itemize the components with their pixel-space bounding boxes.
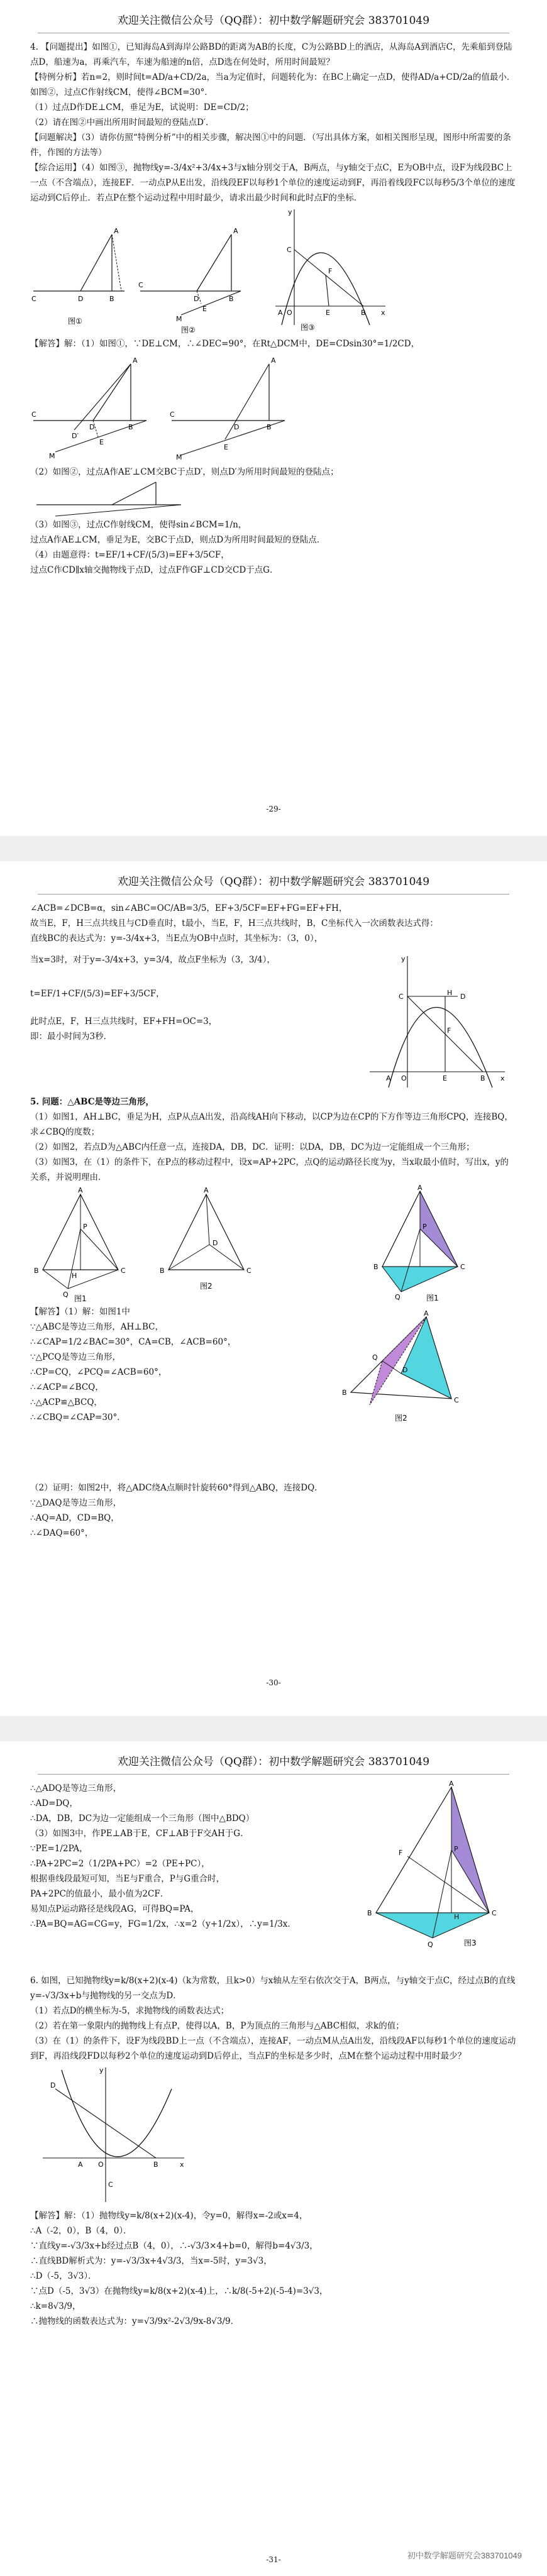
ans-3: （3）如图③，过点C作射线CM，使得sin∠BCM=1/n， bbox=[30, 520, 247, 530]
q5-a1: 【解答】（1）解：如图1中 bbox=[30, 1307, 130, 1317]
q5-figure-1 bbox=[30, 1185, 143, 1301]
q5-fig2c-label: 图2 bbox=[395, 1414, 407, 1423]
svg-text:M: M bbox=[49, 452, 55, 460]
page-gap bbox=[0, 1716, 547, 1741]
q6-c7: ∴k=8√3/9， bbox=[30, 2301, 81, 2311]
p2-line-4: 当x=3时，对于y=-3/4x+3，y=3/4，故点F坐标为（3，3/4）， bbox=[30, 955, 275, 965]
q6-part-1: （1）若点D的横坐标为-5，求抛物线的函数表达式； bbox=[30, 2006, 229, 2016]
q5-figures bbox=[30, 1185, 517, 1304]
q5-fig2-label: 图2 bbox=[200, 1282, 213, 1291]
svg-text:H: H bbox=[72, 1272, 77, 1280]
svg-text:C: C bbox=[399, 993, 404, 1001]
svg-text:D: D bbox=[194, 295, 199, 303]
q6-c1: 【解答】解：（1）抛物线y=k/8(x+2)(x-4)，令y=0，解得x=-2或x=4， bbox=[30, 2211, 308, 2221]
q6-figure bbox=[36, 2064, 187, 2205]
svg-text:F: F bbox=[447, 1027, 451, 1035]
svg-text:B: B bbox=[34, 1267, 39, 1275]
svg-text:C: C bbox=[460, 1263, 465, 1271]
q6-c2: ∴A（-2，0），B（4，0）． bbox=[30, 2226, 132, 2236]
svg-text:O: O bbox=[287, 309, 292, 317]
svg-text:x: x bbox=[500, 1074, 505, 1082]
svg-text:D′: D′ bbox=[72, 432, 79, 440]
p2-line-3: 直线BC的表达式为：y=-3/4x+3，当E点为OB中点时，其坐标为：（3，0）， bbox=[30, 933, 323, 944]
svg-text:Q: Q bbox=[428, 1940, 433, 1949]
svg-text:C: C bbox=[31, 410, 36, 419]
svg-text:D: D bbox=[460, 993, 466, 1001]
svg-text:A: A bbox=[424, 1309, 429, 1318]
svg-text:C: C bbox=[287, 246, 292, 254]
svg-text:M: M bbox=[176, 453, 182, 461]
svg-text:Q: Q bbox=[372, 1353, 378, 1362]
q5-a10: ∵△DAQ是等边三角形， bbox=[30, 1498, 122, 1508]
page-number: -30- bbox=[266, 1678, 281, 1687]
q4-special: 【特例分析】若n=2，则时间t=AD/a+CD/2a，当a为定值时，问题转化为：在BC上确定一点D，使得AD/a+CD/2a的值最小．如图②，过点C作射线CM，使得∠BCM=30°． bbox=[30, 72, 516, 97]
svg-text:B: B bbox=[267, 423, 272, 431]
fig3-label: 图③ bbox=[301, 323, 315, 332]
q6-part-3: （3）在（1）的条件下，设F为线段BD上一点（不含端点），连接AF，一动点M从点A出发，沿线段AF以每秒1个单位的速度运动到F，再沿线段FD以每秒2个单位的速度运动到D后停止，当点F的坐标是多少时，点M在整个运动过程中用时最少？ bbox=[30, 2036, 516, 2061]
q4-step1: （1）过点D作DE⊥CM，垂足为E，试说明：DE=CD/2； bbox=[30, 102, 254, 113]
svg-text:C: C bbox=[170, 410, 175, 419]
figure-1 bbox=[30, 209, 137, 329]
svg-text:Q: Q bbox=[395, 1293, 401, 1301]
svg-text:D: D bbox=[402, 1366, 408, 1374]
svg-text:D: D bbox=[78, 295, 84, 303]
svg-text:C: C bbox=[246, 1267, 251, 1275]
q5-a6: ∴∠ACP=∠BCQ， bbox=[30, 1382, 104, 1392]
q5-figure-2 bbox=[156, 1185, 269, 1301]
p3-b6: ∴PA+2PC=2（1/2PA+PC）=2（PE+PC）， bbox=[30, 1859, 210, 1869]
page-number: -31- bbox=[266, 2555, 281, 2564]
page-2-body bbox=[0, 894, 547, 1541]
svg-text:A: A bbox=[271, 356, 276, 365]
q5-figure-1-colored bbox=[357, 1185, 483, 1304]
svg-text:D: D bbox=[213, 1239, 218, 1247]
svg-text:B: B bbox=[361, 309, 366, 317]
p3-b1: ∴△ADQ是等边三角形， bbox=[30, 1783, 122, 1793]
svg-text:P: P bbox=[83, 1223, 87, 1231]
svg-text:A: A bbox=[233, 227, 238, 235]
svg-text:B: B bbox=[153, 2160, 158, 2169]
svg-text:y: y bbox=[288, 208, 292, 216]
svg-text:F: F bbox=[328, 267, 333, 275]
page-2 bbox=[0, 861, 547, 1716]
svg-text:A: A bbox=[78, 1186, 83, 1194]
p3-block bbox=[30, 1781, 517, 1969]
svg-text:E: E bbox=[443, 1074, 447, 1082]
figure-3 bbox=[263, 206, 389, 331]
page-header: 欢迎关注微信公众号（QQ群）：初中数学解题研究会 383701049 bbox=[38, 861, 509, 894]
q6-c8: ∴抛物线的函数表达式为：y=√3/9x²-2√3/9x-8√3/9． bbox=[30, 2316, 240, 2326]
p3-figure-3 bbox=[357, 1781, 508, 1969]
p2-parabola-figure bbox=[357, 952, 508, 1091]
q6-figure-row bbox=[30, 2064, 517, 2208]
p3-b5: ∵PE=1/2PA， bbox=[30, 1844, 88, 1854]
svg-text:F: F bbox=[399, 1849, 403, 1857]
ans-4b: 过点C作CD∥x轴交抛物线于点D，过点F作GF⊥CD交CD于点G． bbox=[30, 565, 279, 575]
q5-a8: ∴∠CBQ=∠CAP=30°． bbox=[30, 1412, 126, 1423]
q4-intro: 4. 【问题提出】如图①，已知海岛A到海岸公路BD的距离为AB的长度，C为公路BD上的酒店，从海岛A到酒店C，先乘船到登陆点D，船速为a，再乘汽车，车速为船速的n倍，点D选在何处时，所用时间最短？ bbox=[30, 42, 512, 67]
svg-text:A: A bbox=[114, 227, 119, 235]
svg-text:C: C bbox=[492, 1909, 497, 1917]
svg-text:H: H bbox=[454, 1913, 460, 1921]
p2-line-5: t=EF/1+CF/(5/3)=EF+3/5CF， bbox=[30, 989, 165, 999]
svg-text:Q: Q bbox=[63, 1291, 69, 1299]
ans-2: （2）如图②，过点A作AE′⊥CM交BC于点D′，则点D′为所用时间最短的登陆点； bbox=[30, 467, 339, 477]
svg-text:E: E bbox=[326, 309, 330, 317]
svg-text:B: B bbox=[480, 1074, 485, 1082]
svg-text:A: A bbox=[386, 1074, 391, 1082]
svg-text:P: P bbox=[454, 1845, 458, 1853]
page-3-body bbox=[0, 1775, 547, 2329]
svg-text:A: A bbox=[449, 1780, 454, 1788]
p2-line-1: ∠ACB=∠DCB=α，sin∠ABC=OC/AB=3/5，EF+3/5CF=EF+FG=EF+FH， bbox=[30, 903, 348, 913]
q5-part-2: （2）如图2，若点D为△ABC内任意一点，连接DA，DB，DC．证明：以DA，DB，DC为边一定能组成一个三角形； bbox=[30, 1142, 475, 1152]
p3-fig3-label: 图3 bbox=[464, 1939, 477, 1947]
svg-text:O: O bbox=[98, 2160, 104, 2169]
fig2-label: 图② bbox=[181, 326, 196, 334]
page-gap bbox=[0, 836, 547, 861]
q6-c3: ∵直线y=-√3/3x+b经过点B（4，0），∴-√3/3×4+b=0，解得b=4√3/3， bbox=[30, 2241, 318, 2251]
p3-b4: （3）如图3中，作PE⊥AB于E，CF⊥AB于F交AH于G． bbox=[30, 1829, 249, 1839]
svg-text:B: B bbox=[367, 1909, 372, 1917]
q5-a4: ∵△PCQ是等边三角形， bbox=[30, 1352, 121, 1362]
svg-text:B: B bbox=[128, 423, 133, 431]
page-1-body bbox=[0, 33, 547, 578]
svg-text:C: C bbox=[31, 295, 36, 303]
svg-text:C: C bbox=[138, 281, 143, 289]
q4-apply: 【综合运用】（4）如图③，抛物线y=-3/4x²+3/4x+3与x轴分别交于A，B两点，与y轴交于点C，E为OB中点，设F为线段BC上一点（不含端点），连接EF．一动点P从E出发，沿线段EF以每秒1个单位的速度运动到F，再沿着线段FC以每秒5/3个单位的速度运动到C后停止．若点P在整个运动过程中用时最少，请求出最少时间和此时点F的坐标． bbox=[30, 163, 516, 203]
svg-text:x: x bbox=[180, 2160, 184, 2169]
q6-c6: ∵点D（-5，3√3）在抛物线y=k/8(x+2)(x-4)上，∴k/8(-5+2)(-5-4)=3√3， bbox=[30, 2286, 328, 2296]
svg-text:C: C bbox=[454, 1396, 459, 1404]
p2-line-7: 即：最小时间为3秒． bbox=[30, 1032, 113, 1042]
q5-a3: ∴∠CAP=1/2∠BAC=30°，CA=CB，∠ACB=60°， bbox=[30, 1337, 236, 1347]
p3-b10: ∴PA=BQ=AG=CG=y，FG=1/2x，∴x=2（y+1/2x），∴y=1/3x． bbox=[30, 1919, 296, 1929]
svg-text:E: E bbox=[99, 438, 104, 446]
page-1 bbox=[0, 0, 547, 836]
q6-c4: ∴直线BD解析式为：y=-√3/3x+4√3/3，当x=-5时，y=3√3， bbox=[30, 2256, 272, 2266]
svg-text:B: B bbox=[342, 1389, 347, 1397]
ans-1: 【解答】解：（1）如图①，∵DE⊥CM，∴∠DEC=90°，在Rt△DCM中，DE=CDsin30°=1/2CD， bbox=[30, 339, 420, 349]
p3-b2: ∴AD=DQ， bbox=[30, 1798, 78, 1808]
q6-head: 6. 如图，已知抛物线y=k/8(x+2)(x-4)（k为常数，且k>0）与x轴从左至右依次交于A，B两点，与y轴交于点C，经过点B的直线y=-√3/3x+b与抛物线的另一交点为D． bbox=[30, 1976, 516, 2001]
svg-text:P: P bbox=[423, 1223, 427, 1231]
svg-text:M: M bbox=[176, 315, 182, 323]
svg-text:D: D bbox=[50, 2081, 56, 2089]
q5-a2: ∵△ABC是等边三角形，AH⊥BC， bbox=[30, 1322, 163, 1332]
page-number: -29- bbox=[266, 805, 281, 813]
svg-text:E: E bbox=[202, 305, 207, 313]
q5-a9: （2）证明：如图2中，将△ADC绕A点顺时针旋转60°得到△ABQ，连接DQ． bbox=[30, 1483, 323, 1493]
page-header: 欢迎关注微信公众号（QQ群）：初中数学解题研究会 383701049 bbox=[38, 0, 509, 33]
q5-head: 5. 问题：△ABC是等边三角形， bbox=[30, 1097, 155, 1107]
q5-a7: ∴△ACP≌△BCQ， bbox=[30, 1397, 102, 1407]
svg-text:B: B bbox=[229, 295, 234, 303]
watermark: 初中数学解题研究会383701049 bbox=[407, 2551, 522, 2560]
page-header: 欢迎关注微信公众号（QQ群）：初中数学解题研究会 383701049 bbox=[38, 1741, 509, 1775]
svg-text:C: C bbox=[121, 1267, 126, 1275]
q5-part-3: （3）如图3，在（1）的条件下，在P点的移动过程中，设x=AP+2PC，点Q的运动路径长度为y，当x取最小值时，写出x，y的关系，并说明理由． bbox=[30, 1157, 509, 1182]
answer-figures bbox=[30, 351, 517, 465]
answer-figure-row-2 bbox=[30, 480, 517, 517]
page-3 bbox=[0, 1741, 547, 2576]
q5-answer-block bbox=[30, 1304, 517, 1480]
q4-step2: （2）请在图②中画出所用时间最短的登陆点D′． bbox=[30, 118, 214, 128]
fig1-label: 图① bbox=[68, 317, 82, 326]
answer-figure-3 bbox=[169, 351, 294, 461]
svg-text:A: A bbox=[133, 356, 138, 365]
svg-text:B: B bbox=[160, 1267, 165, 1275]
svg-text:A: A bbox=[278, 309, 283, 317]
svg-text:y: y bbox=[99, 2066, 104, 2074]
svg-text:A: A bbox=[417, 1184, 423, 1192]
q5-a12: ∴∠DAQ=60°， bbox=[30, 1528, 94, 1538]
q6-part-2: （2）若在第一象限内的抛物线上有点P，使得以A，B，P为顶点的三角形与△ABC相似，求k的值； bbox=[30, 2021, 404, 2031]
q5-part-1: （1）如图1，AH⊥BC，垂足为H，点P从点A出发，沿高线AH向下移动，以CP为边在CP的下方作等边三角形CPQ，连接BQ，求∠CBQ的度数； bbox=[30, 1112, 513, 1137]
svg-text:y: y bbox=[401, 955, 406, 963]
q5-fig1c-label: 图1 bbox=[426, 1294, 439, 1302]
svg-text:B: B bbox=[109, 295, 114, 303]
svg-text:H: H bbox=[447, 989, 453, 997]
p2-block bbox=[30, 952, 517, 1091]
p3-b7: 根据垂线段最短可知，当E与F重合，P与G重合时， bbox=[30, 1874, 225, 1884]
p3-b3: ∴DA，DB，DC为边一定能组成一个三角形（图中△BDQ） bbox=[30, 1814, 255, 1824]
svg-text:A: A bbox=[204, 1186, 209, 1194]
figure-2 bbox=[137, 209, 250, 334]
p2-line-2: 故当E，F，H三点共线且与CD垂直时，t最小，当E，F，H三点共线时，B，C坐标代入一次函数表达式得： bbox=[30, 918, 438, 928]
answer-figure-2 bbox=[30, 351, 156, 461]
p2-line-6: 此时点E，F，H三点共线时，EF+FH=OC=3， bbox=[30, 1016, 218, 1027]
svg-text:O: O bbox=[401, 1074, 407, 1082]
q5-a5: ∴CP=CQ，∠PCQ=∠ACB=60°， bbox=[30, 1367, 167, 1377]
svg-text:x: x bbox=[381, 309, 385, 317]
q4-figures bbox=[30, 206, 517, 334]
svg-text:A: A bbox=[78, 2160, 83, 2169]
q5-figure-2-colored bbox=[332, 1311, 483, 1436]
svg-text:D: D bbox=[89, 423, 95, 431]
q5-a11: ∴AQ=AD，CD=BQ， bbox=[30, 1513, 119, 1523]
svg-text:C: C bbox=[108, 2181, 113, 2189]
ans-3b: 过点A作AE⊥CM，垂足为E，交BC于点D，则点D为所用时间最短的登陆点． bbox=[30, 535, 326, 545]
q6-c5: ∴D（-5，3√3）． bbox=[30, 2271, 97, 2281]
answer-figure-4 bbox=[30, 480, 194, 517]
q5-fig1-label: 图1 bbox=[74, 1294, 87, 1303]
svg-text:B: B bbox=[373, 1263, 378, 1271]
svg-text:D: D bbox=[234, 423, 240, 431]
p3-b9: 易知点P运动路径是线段AG，可得BQ=PA， bbox=[30, 1904, 199, 1914]
p3-b8: PA+2PC的值最小，最小值为2CF． bbox=[30, 1889, 169, 1899]
svg-text:E: E bbox=[224, 443, 228, 451]
ans-4: （4）由题意得：t=EF/1+CF/(5/3)=EF+3/5CF， bbox=[30, 550, 229, 560]
q4-solve: 【问题解决】（3）请你仿照“特例分析”中的相关步骤，解决图①中的问题．（写出具体方案，如相关图形呈现，图形中所需要的条件，作图的方法等） bbox=[30, 133, 511, 158]
